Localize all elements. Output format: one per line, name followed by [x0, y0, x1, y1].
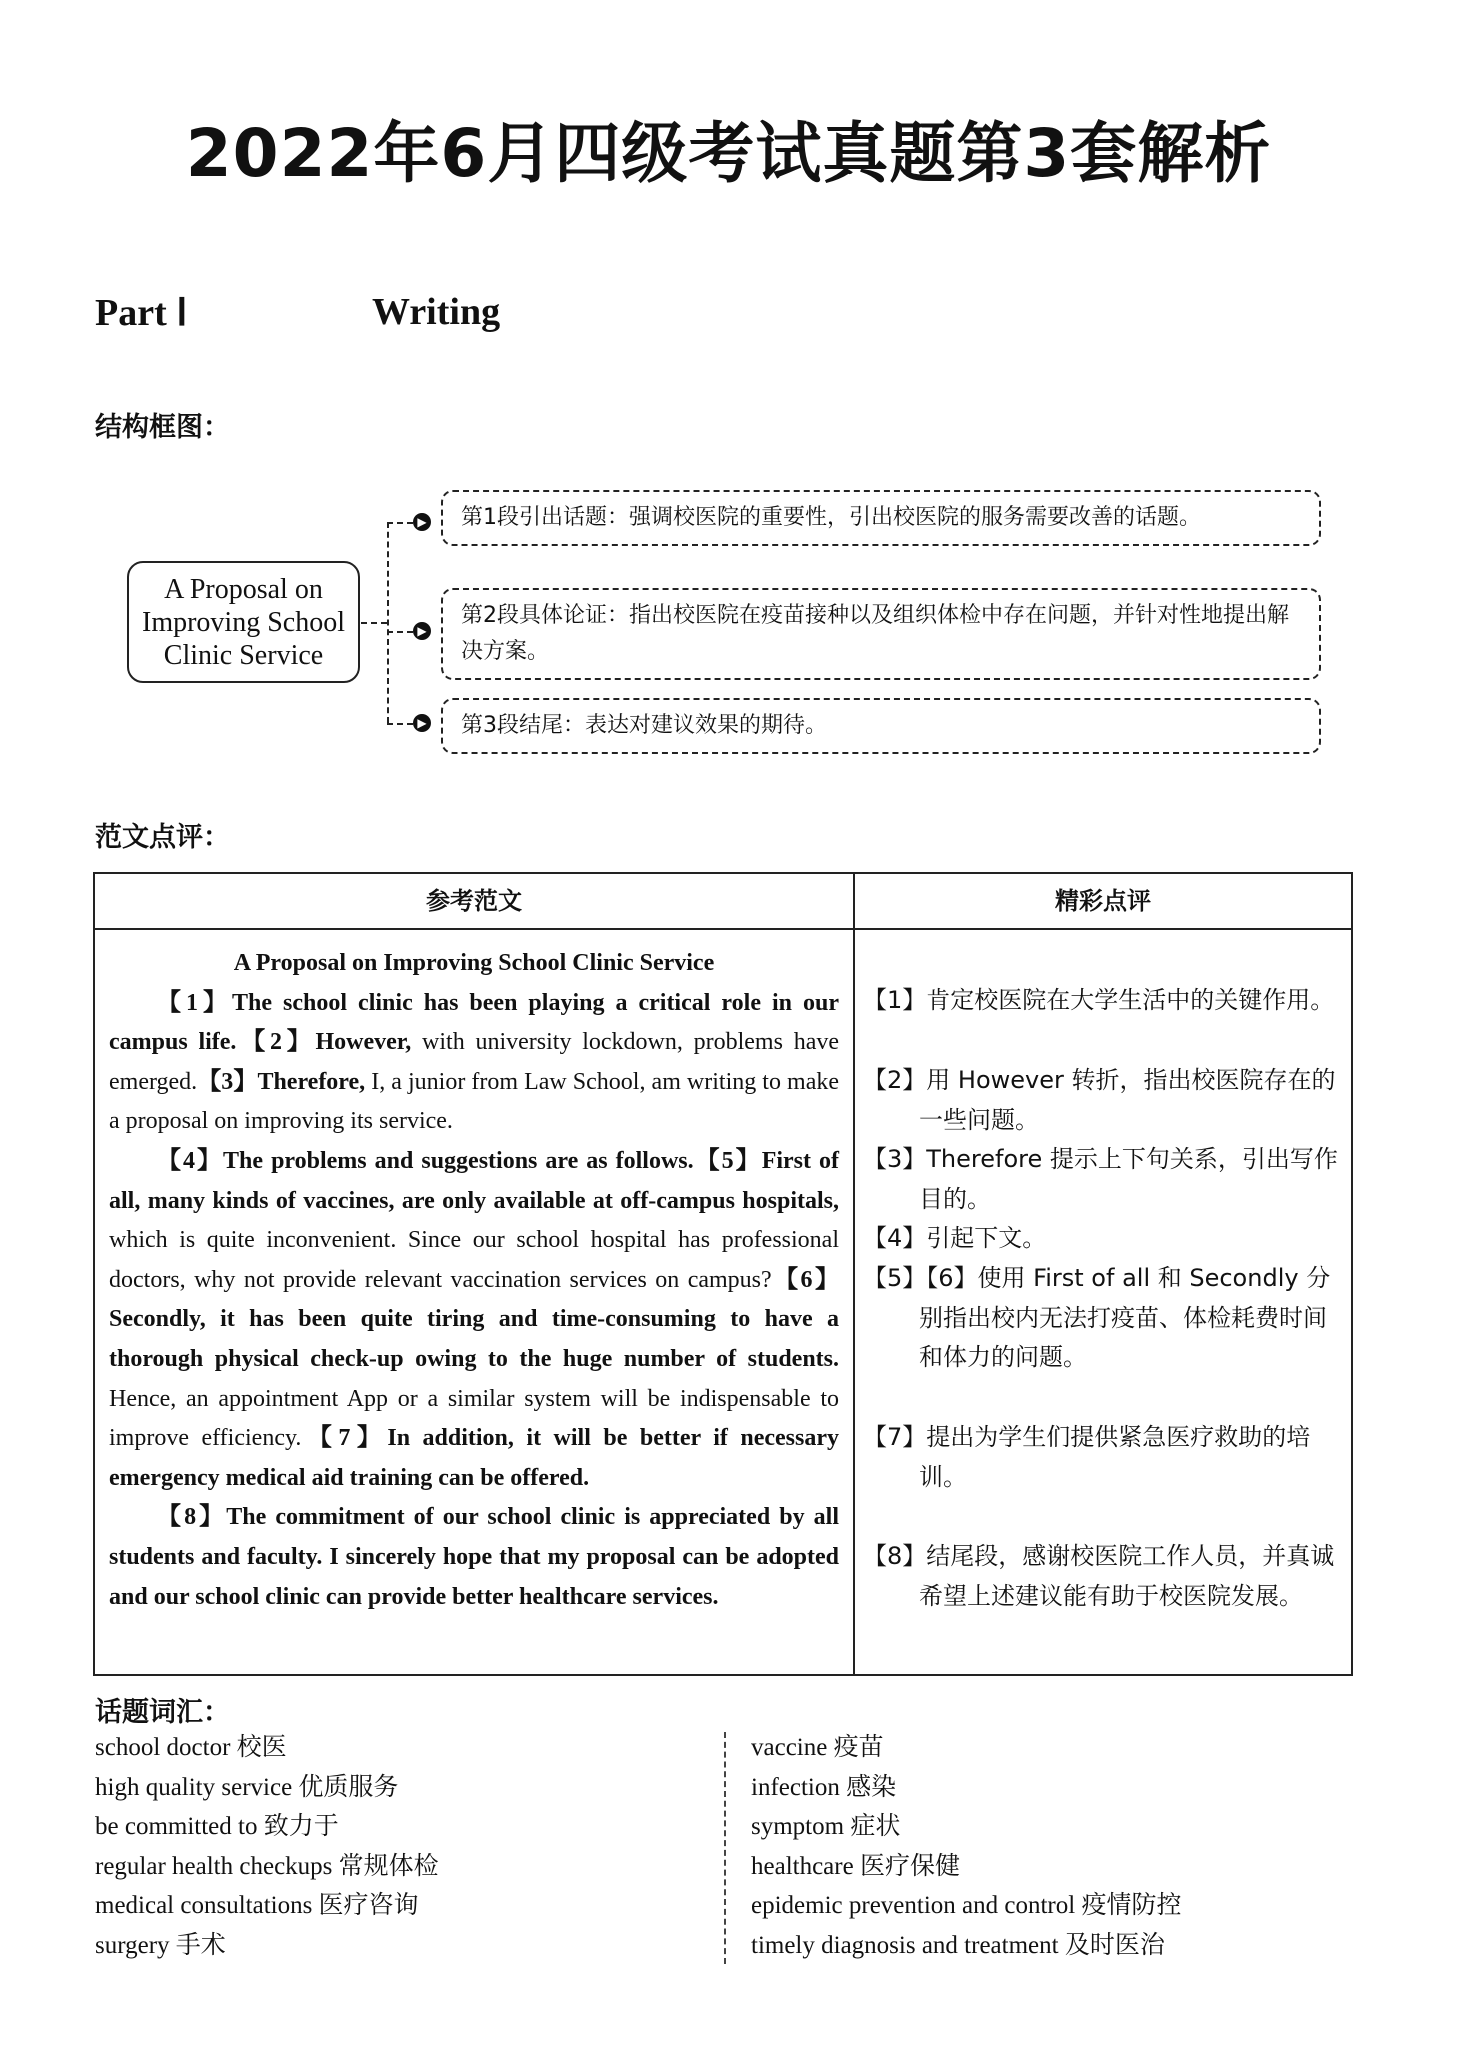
marker: 【7】 [301, 1425, 388, 1452]
arrow-icon: ▶ [413, 714, 431, 732]
marker: 【4】 [157, 1147, 224, 1174]
framework-item-text: 第1段引出话题：强调校医院的重要性，引出校医院的服务需要改善的话题。 [461, 505, 1201, 530]
essay-title: A Proposal on Improving School Clinic Service [233, 950, 715, 976]
comment-1: 【1】肯定校医院在大学生活中的关键作用。 [863, 986, 1335, 1014]
framework-item-text: 第3段结尾：表达对建议效果的期待。 [461, 713, 827, 738]
review-heading: 范文点评： [95, 822, 230, 853]
essay-paragraph-2 [109, 1142, 839, 1498]
framework-item-3 [441, 698, 1321, 754]
marker: 【2】 [236, 1029, 316, 1056]
comment-7: 【7】提出为学生们提供紧急医疗救助的培训。 [863, 1423, 1311, 1491]
page-title: 2022年6月四级考试真题第3套解析 [185, 115, 1272, 192]
sentence: I, a junior from Law School, am writing to make a proposal on improving its service. [109, 1068, 840, 1135]
vocab-divider [724, 1732, 726, 1964]
vocab-item: regular health checkups 常规体检 [95, 1852, 439, 1880]
vocab-item: be committed to 致力于 [95, 1813, 339, 1841]
sample-essay [109, 944, 839, 1617]
connector-3 [387, 723, 413, 725]
connector-spine [387, 522, 389, 723]
vocab-list-right [751, 1728, 1181, 1966]
part-name: Writing [372, 291, 501, 333]
comment-8: 【8】结尾段，感谢校医院工作人员，并真诚希望上述建议能有助于校医院发展。 [863, 1542, 1335, 1610]
connector-root [361, 622, 387, 624]
vocab-item: school doctor 校医 [95, 1734, 287, 1761]
sentence: The school clinic has been playing a critical role in our campus life. [109, 989, 840, 1056]
essay-paragraph-3 [109, 1498, 839, 1617]
comment-2: 【2】用 However 转折，指出校医院存在的一些问题。 [863, 1066, 1336, 1134]
sentence: The commitment of our school clinic is appreciated by all students and faculty. I sincerely hope that my proposal can be adopted and our school clinic can provide better healthcare services. [109, 1504, 839, 1610]
vocab-item: high quality service 优质服务 [95, 1773, 399, 1801]
marker: 【1】 [157, 989, 233, 1016]
sentence: which is quite inconvenient. Since our school hospital has professional doctors, why not provide relevant vaccination services on campus? [109, 1227, 839, 1293]
review-table [93, 872, 1353, 1676]
vocab-item: vaccine 疫苗 [751, 1734, 884, 1761]
vocab-list-left [95, 1728, 439, 1966]
part-label: Part Ⅰ [95, 292, 188, 334]
comment-3: 【3】Therefore 提示上下句关系，引出写作目的。 [863, 1145, 1338, 1213]
sentence: However, [315, 1029, 412, 1056]
vocab-item: symptom 症状 [751, 1813, 901, 1841]
vocab-item: infection 感染 [751, 1773, 897, 1801]
framework-heading: 结构框图： [95, 412, 230, 443]
marker: 【5】 [693, 1147, 762, 1174]
essay-paragraph-1 [109, 984, 839, 1142]
sentence: The problems and suggestions are as follows. [223, 1147, 694, 1174]
marker: 【8】 [157, 1504, 227, 1531]
sentence: Secondly, it has been quite tiring and time-consuming to have a thorough physical check-up owing to the huge number of students. [109, 1306, 839, 1372]
vocab-item: medical consultations 医疗咨询 [95, 1892, 419, 1920]
column-header-essay: 参考范文 [426, 887, 522, 915]
marker: 【3】 [197, 1068, 258, 1095]
vocab-item: surgery 手术 [95, 1931, 226, 1959]
sentence: Hence, an appointment App or a similar system will be indispensable to improve efficiency. [109, 1385, 839, 1452]
connector-2 [387, 631, 413, 633]
vocab-item: epidemic prevention and control 疫情防控 [751, 1892, 1182, 1920]
vocab-item: timely diagnosis and treatment 及时医治 [751, 1931, 1165, 1959]
framework-item-2 [441, 588, 1321, 680]
arrow-icon: ▶ [413, 622, 431, 640]
arrow-icon: ▶ [413, 513, 431, 531]
column-header-comment: 精彩点评 [1055, 887, 1151, 915]
sentence: with university lockdown, problems have emerged. [109, 1029, 840, 1095]
connector-1 [387, 522, 413, 524]
sentence: First of all, many kinds of vaccines, are only available at off-campus hospitals, [109, 1147, 840, 1214]
comment-4: 【4】引起下文。 [863, 1224, 1047, 1252]
column-divider [853, 874, 855, 1674]
framework-root-label: A Proposal on Improving School Clinic Service [142, 573, 345, 671]
vocab-item: healthcare 医疗保健 [751, 1852, 960, 1880]
framework-item-text: 第2段具体论证：指出校医院在疫苗接种以及组织体检中存在问题，并针对性地提出解决方案。 [461, 603, 1289, 664]
sentence: Therefore, [257, 1068, 366, 1095]
framework-root-box [127, 561, 360, 683]
vocab-heading: 话题词汇： [95, 1697, 230, 1728]
marker: 【6】 [771, 1266, 840, 1293]
comment-5-6: 【5】【6】使用 First of all 和 Secondly 分别指出校内无法打疫苗、体检耗费时间和体力的问题。 [863, 1264, 1331, 1372]
framework-item-1 [441, 490, 1321, 546]
sentence: In addition, it will be better if necessary emergency medical aid training can be offered. [109, 1425, 839, 1491]
